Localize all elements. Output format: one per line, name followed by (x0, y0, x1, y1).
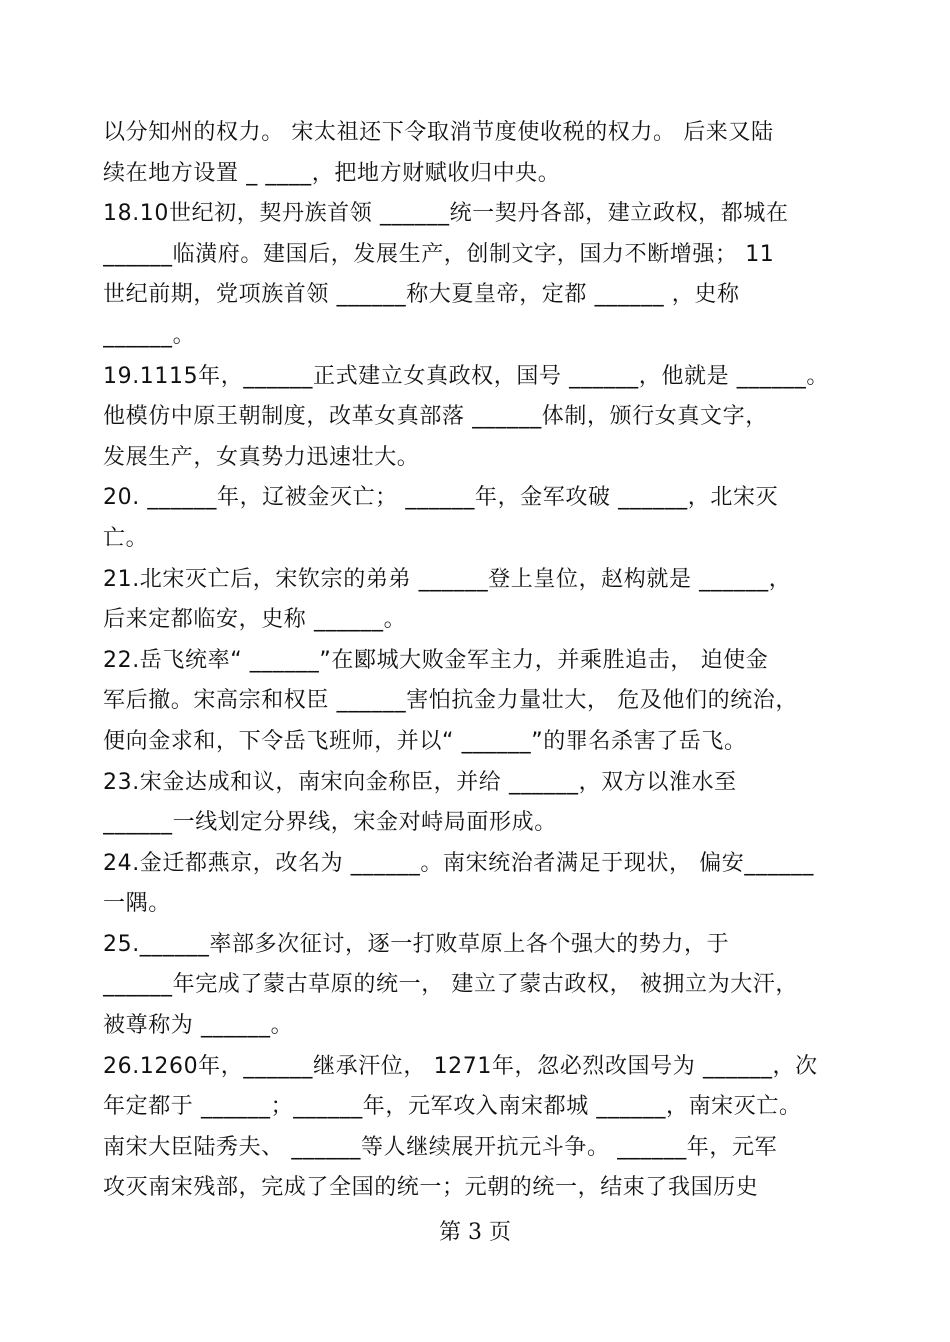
text-line: 世纪前期，党项族首领 ______称大夏皇帝，定都 ______ ，史称 (103, 282, 740, 308)
text-line: 年定都于 ______；______年，元军攻入南宋都城 ______，南宋灭亡。 (103, 1094, 802, 1120)
text-line: 便向金求和，下令岳飞班师，并以“ ______”的罪名杀害了岳飞。 (103, 728, 747, 754)
text-line: 23.宋金达成和议，南宋向金称臣，并给 ______，双方以淮水至 (103, 769, 737, 795)
text-line: ______一线划定分界线，宋金对峙局面形成。 (103, 810, 557, 836)
document-body (103, 113, 855, 1209)
text-line: 26.1260年，______继承汗位， 1271年，忽必烈改国号为 ______，次 (103, 1053, 818, 1079)
text-line: 21.北宋灭亡后，宋钦宗的弟弟 ______登上皇位，赵构就是 ______， (103, 566, 792, 592)
text-line: ______。 (103, 322, 196, 348)
page-number: 第 3 页 (439, 1220, 511, 1245)
text-line: 发展生产，女真势力迅速壮大。 (103, 444, 420, 470)
text-line: 军后撤。宋高宗和权臣 ______害怕抗金力量壮大， 危及他们的统治， (103, 688, 798, 714)
text-line: 后来定都临安，史称 ______。 (103, 607, 407, 633)
text-line: 25.______率部多次征讨，逐一打败草原上各个强大的势力，于 (103, 931, 730, 957)
text-line: 他模仿中原王朝制度，改革女真部落 ______体制，颁行女真文字， (103, 404, 768, 430)
text-line: 18.10世纪初，契丹族首领 ______统一契丹各部，建立政权，都城在 (103, 201, 789, 227)
text-line: ______年完成了蒙古草原的统一， 建立了蒙古政权， 被拥立为大汗， (103, 972, 798, 998)
text-line: 攻灭南宋残部，完成了全国的统一；元朝的统一，结束了我国历史 (103, 1175, 759, 1201)
text-line: 19.1115年，______正式建立女真政权，国号 ______，他就是 ______。 (103, 363, 829, 389)
text-line: 以分知州的权力。 宋太祖还下令取消节度使收税的权力。 后来又陆 (103, 120, 774, 145)
text-line: 南宋大臣陆秀夫、 ______等人继续展开抗元斗争。 ______年，元军 (103, 1134, 778, 1160)
text-line: 亡。 (103, 525, 149, 551)
text-line: 被尊称为 ______。 (103, 1013, 294, 1039)
text-line: 续在地方设置 _ ____，把地方财赋收归中央。 (103, 160, 561, 186)
text-line: 一隅。 (103, 891, 171, 917)
text-line: 24.金迁都燕京，改名为 ______。南宋统治者满足于现状， 偏安______ (103, 850, 814, 876)
text-line: 22.岳飞统率“ ______”在郾城大败金军主力，并乘胜追击， 迫使金 (103, 647, 769, 673)
text-line: ______临潢府。建国后，发展生产，创制文字，国力不断增强； 11 (103, 241, 775, 267)
text-line: 20. ______年，辽被金灭亡； ______年，金军攻破 ______，北宋灭 (103, 485, 779, 511)
